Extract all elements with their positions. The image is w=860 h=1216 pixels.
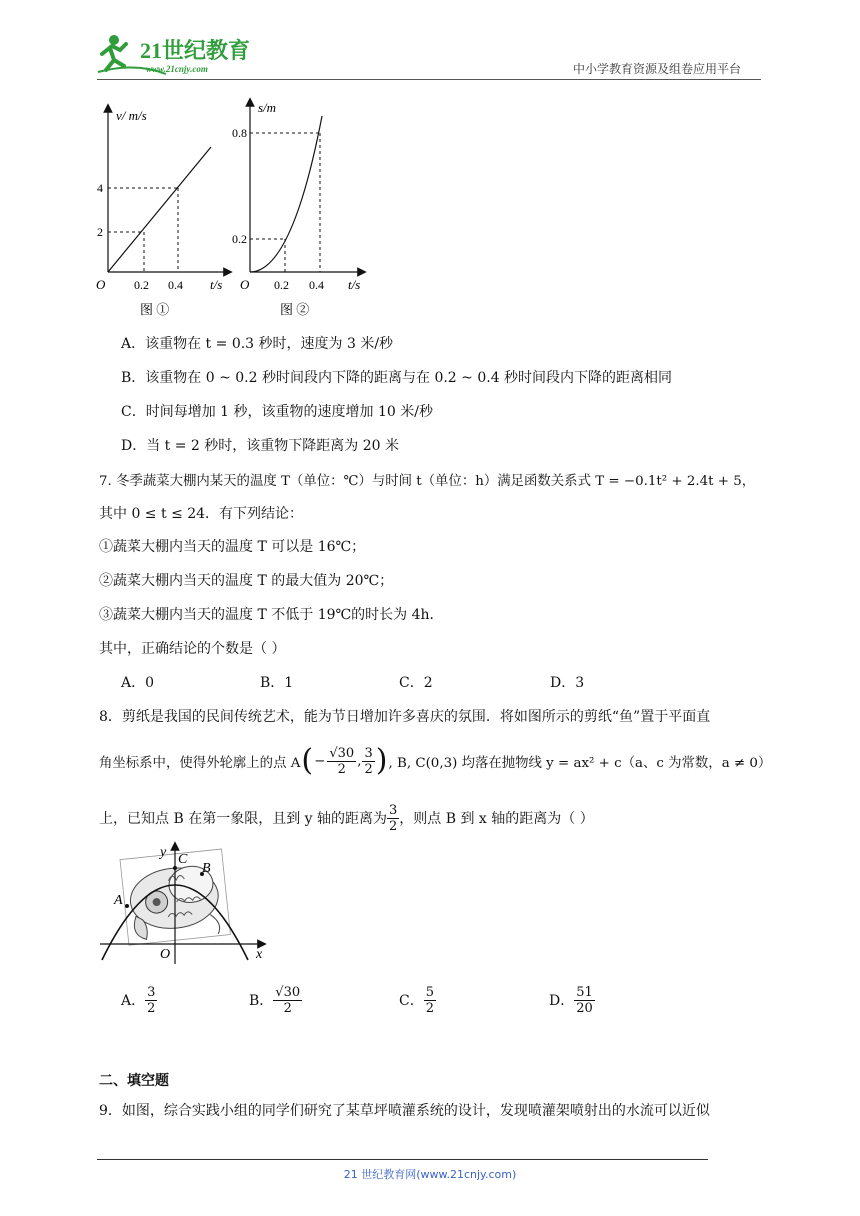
q7-option-d: D．3	[550, 675, 585, 691]
section-title-fill-blank: 二、填空题	[99, 1073, 169, 1089]
fig1-origin: O	[96, 277, 106, 292]
fig1-line	[108, 147, 211, 272]
fig2-ytick-0.8: 0.8	[232, 126, 247, 140]
q8-sqrt-value: 30	[337, 745, 355, 761]
figure-2-distance-graph	[232, 96, 372, 326]
q8-point-a	[125, 904, 129, 908]
q6-option-d: D．当 t = 2 秒时，该重物下降距离为 20 米	[121, 438, 400, 454]
q8-line2-text-a: 角坐标系中，使得外轮廓上的点 A	[99, 755, 301, 771]
q6-option-c: C．时间每增加 1 秒，该重物的速度增加 10 米/秒	[121, 404, 433, 420]
fig2-curve	[250, 116, 322, 272]
q8-paren-right: )	[375, 743, 388, 778]
q8-x-den: 2	[337, 761, 346, 777]
q8-distance-frac	[387, 803, 399, 834]
q8-opt-a-den: 2	[147, 1000, 156, 1016]
q8-paren-left: (	[301, 743, 314, 778]
q8-opt-a-num: 3	[147, 984, 156, 1000]
q8-origin-label: O	[160, 947, 171, 962]
q8-minus: −	[314, 753, 326, 769]
q8-dist-den: 2	[389, 818, 398, 834]
fig2-xtick-0.2: 0.2	[274, 278, 289, 292]
fig1-ytick-2: 2	[97, 225, 103, 239]
q9-stem-line1: 9．如图，综合实践小组的同学们研究了某草坪喷灌系统的设计，发现喷灌架喷射出的水流可以近似	[99, 1103, 710, 1119]
header-platform-text: 中小学教育资源及组卷应用平台	[573, 62, 742, 76]
q8-opt-b-num: √30	[275, 984, 301, 1000]
q8-stem-line3	[99, 798, 594, 838]
q7-option-a: A．0	[121, 675, 155, 691]
fig2-y-label: s/m	[258, 100, 277, 115]
q8-stem-line2: 角坐标系中，使得外轮廓上的点 A ( − $\frac{√30}{2}$ , $\frac{3}{2}$ ) , B, C(0,3) 均落在抛物线 y = ax² + c（a、c 为常数，a ≠ 0）	[99, 743, 772, 778]
q8-option-c-frac	[424, 985, 436, 1016]
q8-line2-text-b: , B, C(0,3) 均落在抛物线 y = ax² + c（a、c 为常数，a ≠ 0）	[388, 755, 772, 771]
q8-option-d-label: D．	[549, 993, 575, 1009]
q8-option-c	[399, 980, 436, 1020]
q8-y-num: 3	[364, 745, 373, 761]
fig1-xtick-0.2: 0.2	[134, 278, 149, 292]
fig1-x-label: t/s	[210, 277, 223, 292]
header-divider	[97, 79, 761, 80]
q7-conclusion-2: ②蔬菜大棚内当天的温度 T 的最大值为 20℃；	[99, 573, 394, 589]
fig1-ytick-4: 4	[97, 181, 103, 195]
fig2-caption: 图 ②	[280, 302, 310, 317]
q8-opt-d-num: 51	[576, 984, 593, 1000]
q8-point-a-x: $\frac{√30}{2}$	[329, 745, 355, 777]
q7-option-c: C．2	[399, 675, 433, 691]
q8-option-c-label: C．	[399, 993, 424, 1009]
q7-conclusion-1: ①蔬菜大棚内当天的温度 T 可以是 16℃；	[99, 539, 366, 555]
q8-option-a-label: A．	[121, 993, 146, 1009]
q8-opt-d-den: 20	[576, 1000, 593, 1016]
q7-stem-line1: 7. 冬季蔬菜大棚内某天的温度 T（单位：℃）与时间 t（单位：h）满足函数关系式 T = −0.1t² + 2.4t + 5，	[99, 474, 756, 489]
q7-conclusion-3: ③蔬菜大棚内当天的温度 T 不低于 19℃的时长为 4h．	[99, 607, 444, 623]
q8-point-c	[173, 866, 177, 870]
q6-option-a: A．该重物在 t = 0.3 秒时，速度为 3 米/秒	[121, 336, 394, 352]
q8-label-c: C	[178, 852, 188, 867]
logo-url: www.21cnjy.com	[146, 64, 208, 74]
fig2-ytick-0.2: 0.2	[232, 232, 247, 246]
q8-label-b: B	[202, 861, 211, 876]
fig1-xtick-0.4: 0.4	[168, 278, 183, 292]
q8-option-d-frac	[574, 985, 595, 1016]
fig2-xtick-0.4: 0.4	[309, 278, 324, 292]
footer-site-link[interactable]: 21 世纪教育网(www.21cnjy.com)	[343, 1168, 517, 1181]
q8-option-b	[249, 980, 302, 1020]
q8-fish-parabola-figure	[96, 840, 271, 969]
q8-line3-text-a: 上，已知点 B 在第一象限，且到 y 轴的距离为	[99, 811, 387, 827]
q8-option-b-label: B．	[249, 993, 274, 1009]
fig2-origin: O	[240, 277, 250, 292]
site-logo	[96, 32, 266, 82]
figure-1-velocity-graph	[96, 100, 236, 326]
q8-label-a: A	[114, 893, 123, 908]
q7-option-b: B．1	[260, 675, 294, 691]
q8-option-a	[121, 980, 157, 1020]
q8-y-label: y	[160, 845, 167, 860]
q8-y-den: 2	[364, 761, 373, 777]
q8-opt-c-num: 5	[425, 984, 434, 1000]
fig2-x-label: t/s	[348, 277, 361, 292]
footer-divider	[97, 1159, 708, 1160]
q8-opt-b-den: 2	[283, 1000, 292, 1016]
q8-opt-c-den: 2	[425, 1000, 434, 1016]
fig1-y-label: v/ m/s	[116, 108, 147, 123]
q8-stem-line1: 8．剪纸是我国的民间传统艺术，能为节日增加许多喜庆的氛围．将如图所示的剪纸“鱼”置于平面直	[99, 709, 711, 725]
q8-option-a-frac	[145, 985, 157, 1016]
q6-option-b: B．该重物在 0 ~ 0.2 秒时间段内下降的距离与在 0.2 ~ 0.4 秒时间段内下降的距离相同	[121, 370, 673, 386]
q8-point-a-y	[362, 746, 374, 777]
q7-question: 其中，正确结论的个数是（ ）	[99, 641, 286, 657]
q8-line3-text-b: ，则点 B 到 x 轴的距离为（ ）	[399, 811, 594, 827]
q8-option-d	[549, 980, 595, 1020]
q7-stem-line2: 其中 0 ≤ t ≤ 24．有下列结论：	[99, 506, 304, 522]
q8-dist-num: 3	[389, 802, 398, 818]
q8-x-label: x	[256, 947, 263, 962]
logo-text: 21世纪教育	[140, 38, 251, 63]
fig1-caption: 图 ①	[140, 302, 170, 317]
q8-option-b-frac	[273, 985, 302, 1016]
